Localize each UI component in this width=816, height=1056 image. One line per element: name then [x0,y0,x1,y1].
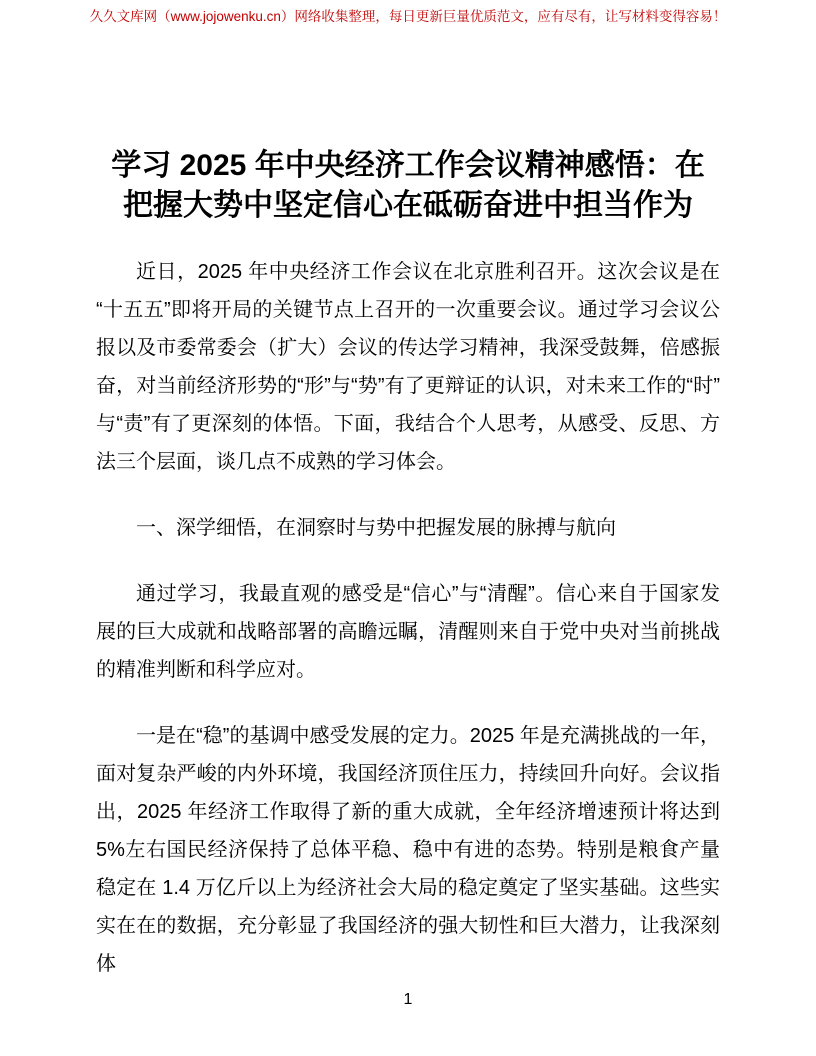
site-notice-header: 久久文库网（www.jojowenku.cn）网络收集整理，每日更新巨量优质范文，应有尽有，让写材料变得容易！ [89,9,727,24]
document-body [96,146,720,1011]
document-title [96,146,720,226]
section-heading-1: 一、深学细悟，在洞察时与势中把握发展的脉搏与航向 [136,517,616,539]
title-line-2: 把握大势中坚定信心在砥砺奋进中担当作为 [123,189,693,222]
paragraph-stability: 一是在“稳”的基调中感受发展的定力。2025 年是充满挑战的一年，面对复杂严峻的内外环境，我国经济顶住压力，持续回升向好。会议指出，2025 年经济工作取得了新的重大成就，全年经济增速预计将达到 5%左右国民经济保持了总体平稳、稳中有进的态势。特别是粮食产量稳定在 1.4 万亿斤以上为经济社会大局的稳定奠定了坚实基础。这些实实在在的数据，充分彰显了我国经济的强大韧性和巨大潜力，让我深刻体 [96,725,720,975]
page-number: 1 [403,991,413,1008]
paragraph-confidence: 通过学习，我最直观的感受是“信心”与“清醒”。信心来自于国家发展的巨大成就和战略部署的高瞻远瞩，清醒则来自于党中央对当前挑战的精准判断和科学应对。 [96,583,720,681]
title-line-1: 学习 2025 年中央经济工作会议精神感悟：在 [111,149,705,182]
paragraph-intro: 近日，2025 年中央经济工作会议在北京胜利召开。这次会议是在“十五五”即将开局的关键节点上召开的一次重要会议。通过学习会议公报以及市委常委会（扩大）会议的传达学习精神，我深受鼓舞，倍感振奋，对当前经济形势的“形”与“势”有了更辩证的认识，对未来工作的“时”与“责”有了更深刻的体悟。下面，我结合个人思考，从感受、反思、方法三个层面，谈几点不成熟的学习体会。 [96,261,720,473]
